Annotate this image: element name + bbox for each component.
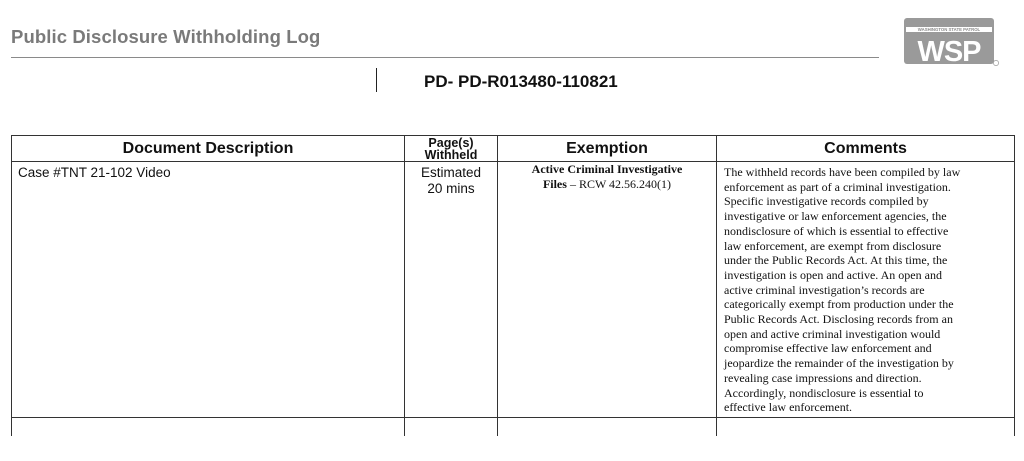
comment-line: investigation is open and active. An open and [724,267,942,282]
empty-cell [498,417,717,436]
table-row-empty [12,417,1015,436]
exemption-title-line1: Active Criminal Investigative [531,162,683,176]
comment-line: Specific investigative records compiled by [724,194,929,209]
row-pages-withheld [405,162,498,418]
row-comments [717,162,1015,418]
table-header-row [12,136,1015,162]
comment-line: revealing case impressions and direction. [724,370,922,385]
withholding-log-table [11,135,1015,436]
header-exemption: Exemption [498,136,717,162]
request-number: PD- PD-R013480-110821 [424,72,618,91]
row-document-description: Case #TNT 21-102 Video [12,162,405,418]
exemption-citation: – RCW 42.56.240(1) [566,177,672,191]
comment-line: active criminal investigation’s records are [724,282,925,297]
empty-cell [12,417,405,436]
comment-line: The withheld records have been compiled by law [724,165,961,179]
logo-letters: WSP [917,36,981,68]
comment-line: enforcement as part of a criminal investigation. [724,179,951,194]
header-comments: Comments [717,136,1015,162]
header-pages-line2: Withheld [424,147,478,162]
comment-line: under the Public Records Act. At this time, the [724,253,948,268]
header-pages-line1: Page(s) [428,135,474,150]
header-pages-withheld [405,136,498,162]
comment-line: investigative or law enforcement agencies, the [724,209,947,224]
exemption-title-line2: Files [542,177,567,191]
comment-line: effective law enforcement. [724,400,853,415]
table-row [12,162,1015,418]
logo-small-text: WASHINGTON STATE PATROL [917,27,981,32]
comment-line: open and active criminal investigation would [724,326,941,341]
comment-line: jeopardize the remainder of the investigation by [724,356,954,371]
comment-line: law enforcement, are exempt from disclosure [724,238,942,253]
comment-line: compromise effective law enforcement and [724,341,932,356]
comment-line: categorically exempt from production under the [724,297,954,312]
header-document-description: Document Description [12,136,405,162]
empty-cell [717,417,1015,436]
empty-cell [405,417,498,436]
comment-line: nondisclosure of which is essential to effective [724,223,949,238]
comment-line: Public Records Act. Disclosing records from an [724,312,953,327]
reference-divider [376,68,377,92]
title-divider [11,57,879,58]
page-title: Public Disclosure Withholding Log [11,26,321,47]
row-pages-line1: Estimated [420,165,482,180]
wsp-logo [902,14,1002,70]
row-pages-line2: 20 mins [427,181,475,196]
row-exemption [498,162,717,418]
comment-line: Accordingly, nondisclosure is essential to [724,385,924,400]
